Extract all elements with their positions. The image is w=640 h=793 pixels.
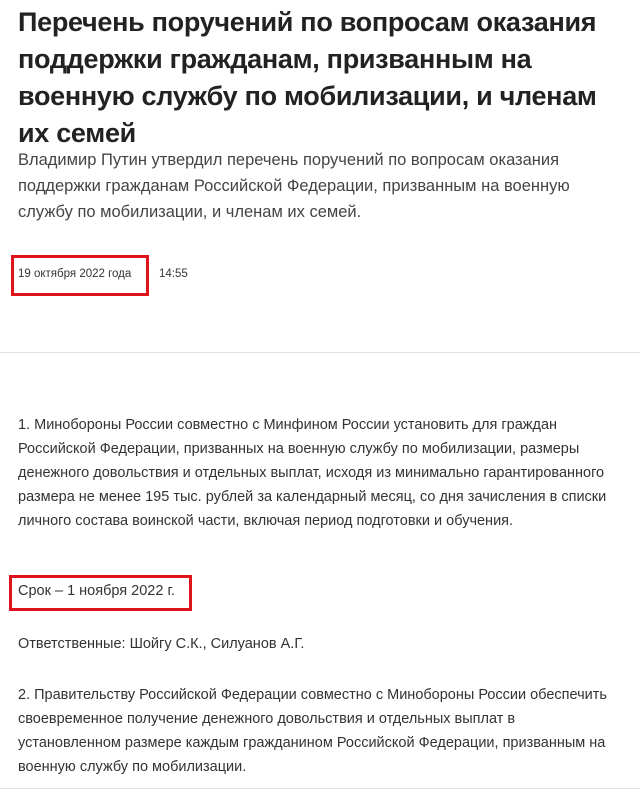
publication-date: 19 октября 2022 года [18, 268, 132, 280]
instruction-item-1: 1. Минобороны России совместно с Минфином России установить для граждан Российской Федерации, призванных на военную службу по мобилизации, размеры денежного довольствия и отдельных выплат, исходя из минимально гарантированного размера не менее 195 тыс. рублей за календарный месяц, со дня зачисления в списки личного состава воинской части, включая период подготовки и обучения. [18, 417, 607, 529]
deadline-highlight-box [9, 575, 192, 611]
date-highlight-box [11, 255, 149, 296]
section-divider [0, 352, 640, 353]
responsible-persons: Ответственные: Шойгу С.К., Силуанов А.Г. [18, 636, 305, 652]
deadline-text: Срок – 1 ноября 2022 г. [18, 583, 176, 599]
lead-paragraph: Владимир Путин утвердил перечень поручений по вопросам оказания поддержки гражданам Российской Федерации, призванным на военную службу по мобилизации, и членам их семей. [18, 151, 570, 221]
publication-time: 14:55 [159, 268, 188, 280]
instruction-item-2: 2. Правительству Российской Федерации совместно с Минобороны России обеспечить своевременное получение денежного довольствия и отдельных выплат в установленном размере каждым гражданином Российской Федерации, призванным на военную службу по мобилизации. [18, 687, 607, 775]
page-title: Перечень поручений по вопросам оказания поддержки гражданам, призванным на военную службу по мобилизации, и членам их семей [18, 7, 597, 148]
bottom-divider [0, 788, 640, 789]
